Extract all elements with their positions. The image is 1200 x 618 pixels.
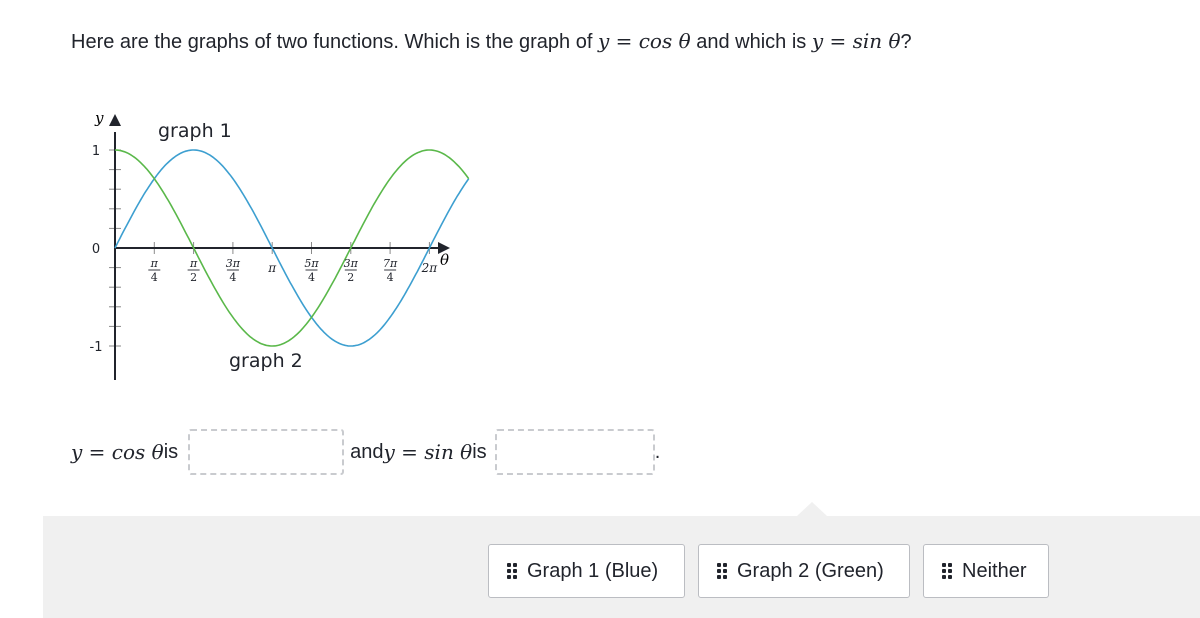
cos-answer-dropzone[interactable] — [188, 429, 344, 475]
tray-pointer — [797, 502, 827, 516]
x-tick-numerator: 3π — [225, 257, 241, 270]
x-tick-numerator: 3π — [343, 257, 358, 270]
y-tick-label: 0 — [91, 242, 101, 257]
x-tick-label — [188, 257, 200, 284]
x-tick-label — [383, 257, 398, 284]
x-tick-denominator: 4 — [386, 271, 394, 284]
function-graph — [0, 100, 480, 390]
x-tick-denominator: 2 — [190, 271, 198, 284]
x-tick-numerator: π — [150, 257, 158, 270]
y-tick-label: -1 — [89, 340, 103, 355]
answer-is-2: is — [472, 440, 487, 463]
drag-handle-icon — [507, 563, 517, 579]
question-prefix: Here are the graphs of two functions. Which is the graph of — [71, 31, 598, 53]
y-axis-label: y — [95, 109, 104, 127]
x-tick-label — [226, 257, 241, 284]
x-tick-denominator: 2 — [347, 271, 355, 284]
question-middle: and which is — [690, 31, 812, 53]
x-tick-label — [421, 261, 439, 275]
answer-is-1: is — [163, 440, 179, 463]
graph-axes — [109, 114, 450, 380]
x-tick-label — [344, 257, 359, 284]
graph-2-label: graph 2 — [229, 350, 303, 372]
x-tick-label — [304, 257, 319, 284]
drag-handle-icon — [942, 563, 952, 579]
question-fn-sin: y = sin θ — [811, 29, 901, 53]
answer-fn-sin: y = sin θ — [383, 440, 473, 464]
answer-fn-cos: y = cos θ — [71, 440, 164, 464]
x-axis-label: θ — [440, 251, 450, 269]
question-suffix: ? — [900, 31, 912, 53]
x-tick-label — [148, 257, 160, 284]
choice-label: Neither — [962, 559, 1027, 582]
choices-tray — [43, 516, 1200, 618]
graph-1-label: graph 1 — [158, 120, 232, 142]
x-tick-denominator: 4 — [150, 271, 158, 284]
answer-and: and — [350, 440, 384, 463]
x-tick-label-text: π — [268, 261, 277, 275]
x-tick-numerator: 5π — [304, 257, 319, 270]
drag-handle-icon — [717, 563, 727, 579]
x-tick-denominator: 4 — [229, 271, 237, 284]
question-fn-cos: y = cos θ — [597, 29, 691, 53]
x-tick-denominator: 4 — [308, 271, 315, 284]
choice-graph-2-green[interactable] — [698, 544, 910, 598]
sin-answer-dropzone[interactable] — [495, 429, 655, 475]
question-text — [71, 29, 912, 54]
answer-line — [71, 432, 660, 472]
x-tick-label — [267, 261, 277, 275]
choice-neither[interactable] — [923, 544, 1049, 598]
choice-label: Graph 1 (Blue) — [527, 559, 659, 582]
x-tick-numerator: π — [189, 257, 198, 270]
y-tick-label: 1 — [91, 144, 101, 159]
x-tick-label-text: 2π — [421, 261, 438, 275]
y-axis-arrow — [109, 114, 121, 126]
answer-period: . — [654, 440, 661, 463]
x-tick-numerator: 7π — [382, 257, 398, 270]
choice-label: Graph 2 (Green) — [737, 559, 884, 582]
choice-graph-1-blue[interactable] — [488, 544, 685, 598]
